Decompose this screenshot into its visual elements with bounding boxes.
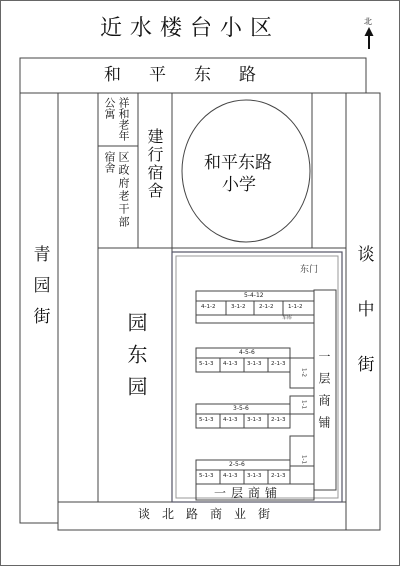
building-name: 5-4-12 [244,292,264,299]
east-gate-label: 东门 [300,265,319,275]
shops-right-label: 一层商铺 [317,350,331,438]
building-unit: 1-1-2 [288,304,303,310]
building-unit: 4-1-3 [223,361,238,367]
building-unit: 3-1-3 [247,361,262,367]
building-unit: 3-1-3 [247,417,262,423]
road-bottom-label: 谈北路商业街 [138,507,283,521]
xianghe-col2: 公寓 [103,97,116,119]
building-unit: 5-1-3 [199,361,214,367]
building-unit: 5-1-3 [199,417,214,423]
cadre-col2: 宿舍 [103,151,116,173]
yuandong-label: 园东园 [124,312,148,408]
building-unit: 3-1-2 [231,304,246,310]
building-unit: 4-1-3 [223,473,238,479]
building-name: 4-5-6 [239,349,255,356]
building-unit: 3-1-3 [247,473,262,479]
building-name: 2-5-6 [229,461,245,468]
cadre-col1: 区政府老干部 [117,151,130,229]
side-unit: 1-1 [300,455,307,464]
road-top-label: 和平东路 [104,65,284,85]
building-unit: 2-1-3 [271,473,286,479]
north-label: 北 [364,17,372,26]
garage-note: 车库 [282,315,293,321]
road-right-label: 谈中街 [353,245,374,410]
north-arrow-icon [365,27,374,49]
building-name: 3-5-6 [233,405,249,412]
side-unit: 1-1 [300,400,307,409]
shops-bottom-label: 一层商铺 [214,486,283,500]
xianghe-col1: 祥和老年 [117,97,130,141]
road-left-label: 青园街 [29,245,50,338]
school-label-line2: 小学 [222,175,256,195]
school-label-line1: 和平东路 [204,153,272,173]
building-unit: 2-1-2 [259,304,274,310]
building-unit: 4-1-2 [201,304,216,310]
building-unit: 2-1-3 [271,361,286,367]
building-unit: 5-1-3 [199,473,214,479]
jianxing-label: 建行宿舍 [145,128,164,200]
building-unit: 2-1-3 [271,417,286,423]
side-unit: 1-2 [300,368,307,377]
building-unit: 4-1-3 [223,417,238,423]
page-title: 近水楼台小区 [100,16,281,41]
